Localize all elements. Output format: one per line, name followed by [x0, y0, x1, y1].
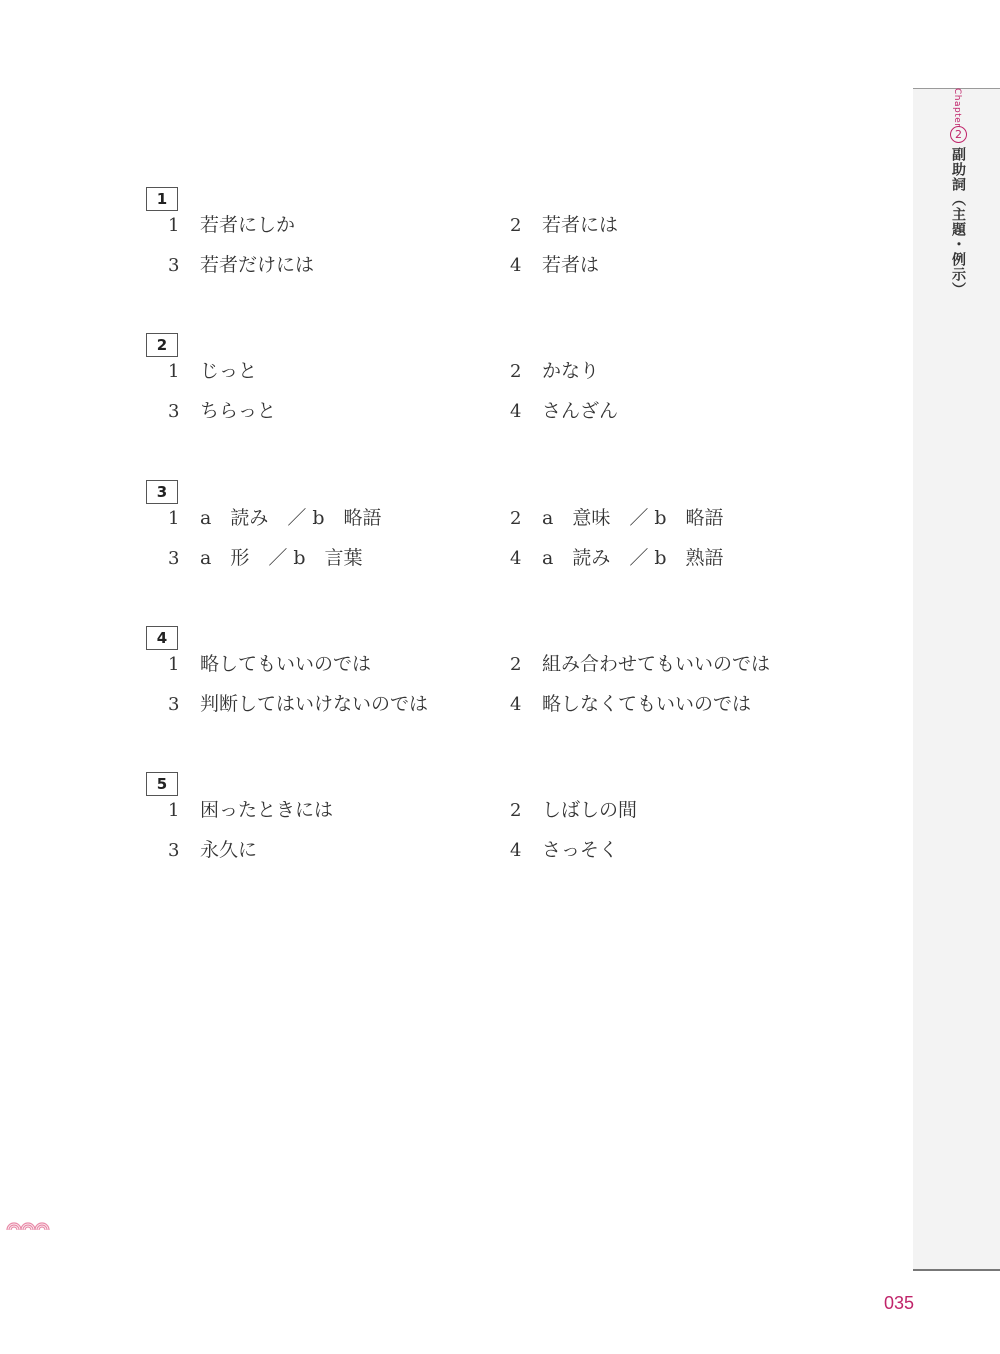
choice-number: 2 — [510, 215, 522, 236]
question-3 — [146, 480, 826, 600]
choice-text: 組み合わせてもいいのでは — [542, 653, 771, 675]
question-4 — [146, 626, 826, 746]
choice-number: 3 — [168, 255, 180, 276]
choice-4 — [510, 835, 618, 865]
choice-2 — [510, 795, 637, 825]
choice-text: 永久に — [200, 839, 258, 861]
choice-number: 1 — [168, 800, 180, 821]
choice-2 — [510, 356, 599, 386]
choice-4 — [510, 396, 618, 426]
choice-text: しばしの間 — [542, 799, 638, 821]
rainbow-arc-ornament — [5, 1216, 51, 1232]
choice-4 — [510, 689, 751, 719]
choice-3 — [168, 835, 257, 865]
choice-text: さっそく — [542, 839, 619, 861]
chapter-number-circle: 2 — [950, 126, 967, 143]
choice-3 — [168, 250, 314, 280]
choice-text: 若者は — [542, 254, 600, 276]
choice-text: さんざん — [542, 400, 619, 422]
sidebar-bottom-divider — [913, 1269, 1000, 1271]
choice-number: 1 — [168, 215, 180, 236]
choice-1 — [168, 210, 295, 240]
question-1 — [146, 187, 826, 307]
choice-text: 略してもいいのでは — [200, 653, 372, 675]
choice-number: 4 — [510, 401, 522, 422]
choice-number: 2 — [510, 508, 522, 529]
choice-text: 若者には — [542, 214, 619, 236]
question-5 — [146, 772, 826, 892]
choice-4 — [510, 250, 599, 280]
choice-number: 1 — [168, 508, 180, 529]
choice-3 — [168, 396, 276, 426]
choice-number: 2 — [510, 800, 522, 821]
choice-3 — [168, 543, 363, 573]
choice-number: 3 — [168, 840, 180, 861]
choice-number: 2 — [510, 361, 522, 382]
question-number-box: 4 — [146, 626, 178, 650]
choice-text: a 読み ／ b 熟語 — [542, 547, 724, 569]
choice-number: 4 — [510, 255, 522, 276]
question-number-box: 1 — [146, 187, 178, 211]
chapter-label: Chapter — [952, 88, 962, 128]
choice-1 — [168, 795, 333, 825]
page-number: 035 — [884, 1293, 915, 1313]
choice-number: 1 — [168, 361, 180, 382]
choice-text: a 読み ／ b 略語 — [200, 507, 382, 529]
choice-number: 4 — [510, 840, 522, 861]
choice-text: a 意味 ／ b 略語 — [542, 507, 724, 529]
choice-1 — [168, 649, 371, 679]
choice-text: 困ったときには — [200, 799, 334, 821]
choice-text: 略しなくてもいいのでは — [542, 693, 752, 715]
question-2 — [146, 333, 826, 453]
choice-text: ちらっと — [200, 400, 277, 422]
choice-number: 2 — [510, 654, 522, 675]
choice-3 — [168, 689, 428, 719]
choice-number: 3 — [168, 694, 180, 715]
choice-number: 3 — [168, 401, 180, 422]
choice-2 — [510, 210, 618, 240]
choice-number: 3 — [168, 548, 180, 569]
choice-2 — [510, 649, 770, 679]
choice-text: a 形 ／ b 言葉 — [200, 547, 363, 569]
chapter-title: 副助詞（主題・例示） — [950, 147, 966, 297]
choice-number: 4 — [510, 548, 522, 569]
choice-number: 1 — [168, 654, 180, 675]
choice-2 — [510, 503, 724, 533]
choice-1 — [168, 503, 382, 533]
choice-text: じっと — [200, 360, 258, 382]
choice-text: 若者だけには — [200, 254, 315, 276]
choice-text: 判断してはいけないのでは — [200, 693, 429, 715]
choice-text: 若者にしか — [200, 214, 296, 236]
question-number-box: 3 — [146, 480, 178, 504]
question-number-box: 2 — [146, 333, 178, 357]
choice-1 — [168, 356, 257, 386]
choice-4 — [510, 543, 724, 573]
choice-number: 4 — [510, 694, 522, 715]
question-number-box: 5 — [146, 772, 178, 796]
choice-text: かなり — [542, 360, 600, 382]
